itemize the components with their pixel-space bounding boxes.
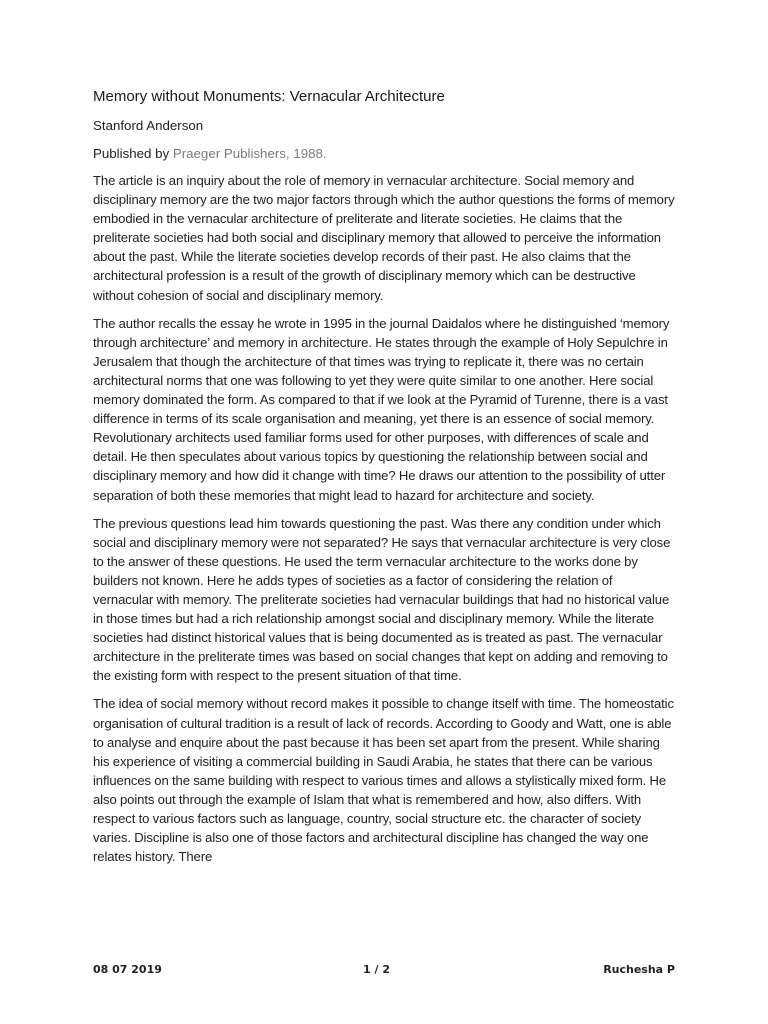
publication-info [93, 144, 675, 164]
footer-date: 08 07 2019 [93, 963, 162, 976]
footer-author: Ruchesha P [603, 963, 675, 976]
paragraph-3: The previous questions lead him towards questioning the past. Was there any condition under which social and disciplinary memory were not separated? He says that vernacular architecture is very close to the answer of these questions. He used the term vernacular architecture to the works done by builders not known. Here he adds types of societies as a factor of considering the relation of vernacular with memory. The preliterate societies had vernacular buildings that had no historical value in those times but had a rich relationship amongst social and disciplinary memory. While the literate societies had distinct historical values that is being documented as is treated as past. The vernacular architecture in the preliterate times was based on social changes that kept on adding and removing to the existing form with respect to the present situation of that time. [93, 515, 671, 684]
paragraph-4: The idea of social memory without record makes it possible to change itself with time. The homeostatic organisation of cultural tradition is a result of lack of records. According to Goody and Watt, one is able to analyse and enquire about the past because it has been set apart from the present. While sharing his experience of visiting a commercial building in Saudi Arabia, he states that there can be various influences on the same building with respect to various times and allows a stylistically mixed form. He also points out through the example of Islam that what is remembered and how, also differs. With respect to various factors such as language, country, social structure etc. the character of society varies. Discipline is also one of those factors and architectural discipline has changed the way one relates history. There [93, 696, 674, 865]
footer-page-number: 1 / 2 [363, 963, 390, 976]
document-author: Stanford Anderson [93, 118, 204, 133]
published-prefix: Published by [93, 146, 173, 161]
document-title: Memory without Monuments: Vernacular Architecture [93, 88, 445, 105]
document-page [93, 86, 675, 875]
paragraph-1: The article is an inquiry about the role of memory in vernacular architecture. Social memory and disciplinary memory are the two major factors through which the author questions the forms of memory embodied in the vernacular architecture of preliterate and literate societies. He claims that the preliterate societies had both social and disciplinary memory that allowed to perceive the information about the past. While the literate societies develop records of their past. He also claims that the architectural profession is a result of the growth of disciplinary memory which can be destructive without cohesion of social and disciplinary memory. [93, 173, 675, 303]
publisher-name: Praeger Publishers, 1988. [172, 146, 327, 161]
paragraph-2: The author recalls the essay he wrote in 1995 in the journal Daidalos where he distinguished ‘memory through architecture’ and memory in architecture. He states through the example of Holy Sepulchre in Jerusalem that though the architecture of that times was trying to replicate it, there was no certain architectural norms that one was following to yet they were quite similar to one another. Here social memory dominated the form. As compared to that if we look at the Pyramid of Turenne, there is a vast difference in terms of its scale organisation and meaning, yet there is an essence of social memory. Revolutionary architects used familiar forms used for other purposes, with differences of scale and detail. He then speculates about various topics by questioning the relationship between social and disciplinary memory and how did it change with time? He draws our attention to the possibility of utter separation of both these memories that might lead to hazard for architecture and society. [93, 315, 670, 503]
